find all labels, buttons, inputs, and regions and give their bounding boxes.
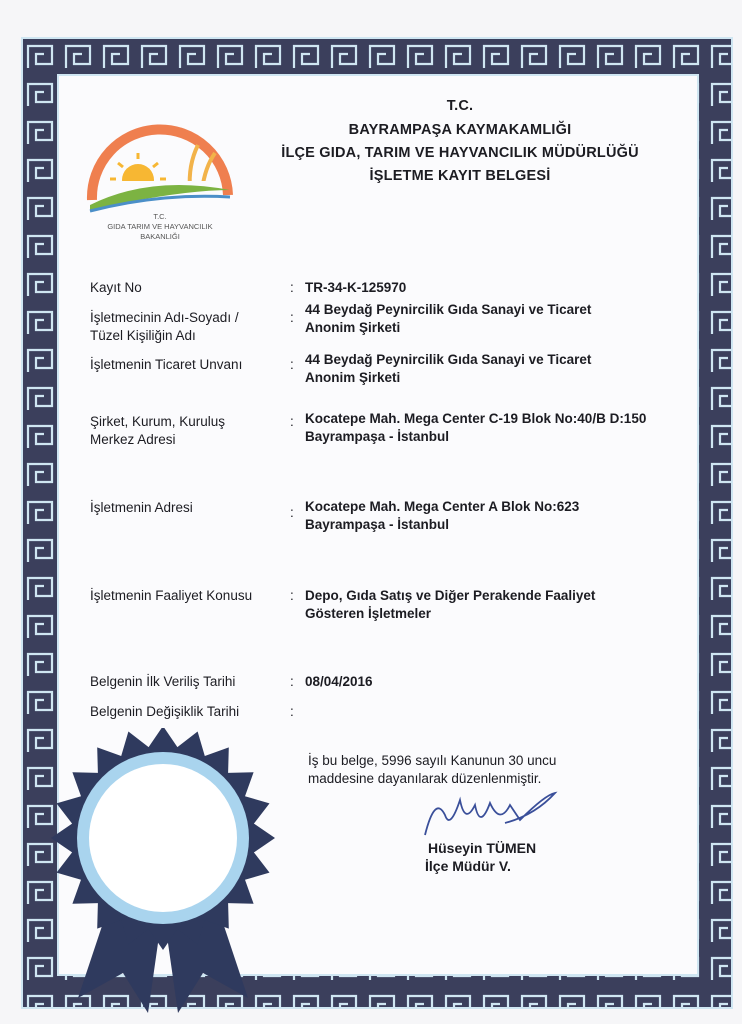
field-label: Şirket, Kurum, Kuruluş Merkez Adresi — [90, 414, 226, 447]
header-directorate: İLÇE GIDA, TARIM VE HAYVANCILIK MÜDÜRLÜĞÜ — [281, 145, 639, 161]
header-office: BAYRAMPAŞA KAYMAKAMLIĞI — [348, 122, 572, 138]
header-tc: T.C. — [446, 98, 474, 114]
field-value: TR-34-K-125970 — [305, 280, 407, 295]
signatory-name: Hüseyin TÜMEN — [428, 840, 537, 856]
field-value: 44 Beydağ Peynircilik Gıda Sanayi ve Ticaret Anonim Şirketi — [305, 352, 592, 385]
colon: : — [290, 310, 294, 325]
field-label: İşletmenin Ticaret Unvanı — [90, 357, 243, 372]
colon: : — [290, 414, 294, 429]
field-label: İşletmecinin Adı-Soyadı / Tüzel Kişiliğin Adı — [90, 310, 239, 343]
signature — [415, 785, 565, 845]
field-label: İşletmenin Adresi — [90, 500, 193, 515]
logo-line: T.C. — [153, 212, 167, 221]
field-label: Belgenin Değişiklik Tarihi — [90, 704, 240, 719]
legal-note: İş bu belge, 5996 sayılı Kanunun 30 uncu maddesine dayanılarak düzenlenmiştir. — [308, 753, 557, 786]
field-value: Depo, Gıda Satış ve Diğer Perakende Faaliyet Gösteren İşletmeler — [305, 588, 596, 621]
colon: : — [290, 357, 294, 372]
ministry-logo — [80, 105, 240, 215]
colon: : — [290, 588, 294, 603]
field-value: Kocatepe Mah. Mega Center A Blok No:623 Bayrampaşa - İstanbul — [305, 499, 580, 532]
colon: : — [290, 674, 294, 689]
field-label: Kayıt No — [90, 280, 142, 295]
field-label: İşletmenin Faaliyet Konusu — [90, 588, 253, 603]
field-value: Kocatepe Mah. Mega Center C-19 Blok No:40/B D:150 Bayrampaşa - İstanbul — [305, 411, 647, 444]
field-value: 44 Beydağ Peynircilik Gıda Sanayi ve Ticaret Anonim Şirketi — [305, 302, 592, 335]
signatory-title: İlçe Müdür V. — [425, 858, 511, 874]
colon: : — [290, 704, 294, 719]
colon: : — [290, 280, 294, 295]
document-title: İŞLETME KAYIT BELGESİ — [369, 168, 551, 184]
logo-line: BAKANLIĞI — [140, 232, 180, 241]
field-label: Belgenin İlk Veriliş Tarihi — [90, 674, 236, 689]
colon: : — [290, 505, 294, 520]
field-value: 08/04/2016 — [305, 674, 373, 689]
logo-line: GIDA TARIM VE HAYVANCILIK — [107, 222, 213, 231]
logo-caption — [80, 212, 240, 242]
rosette-seal — [48, 728, 278, 1013]
